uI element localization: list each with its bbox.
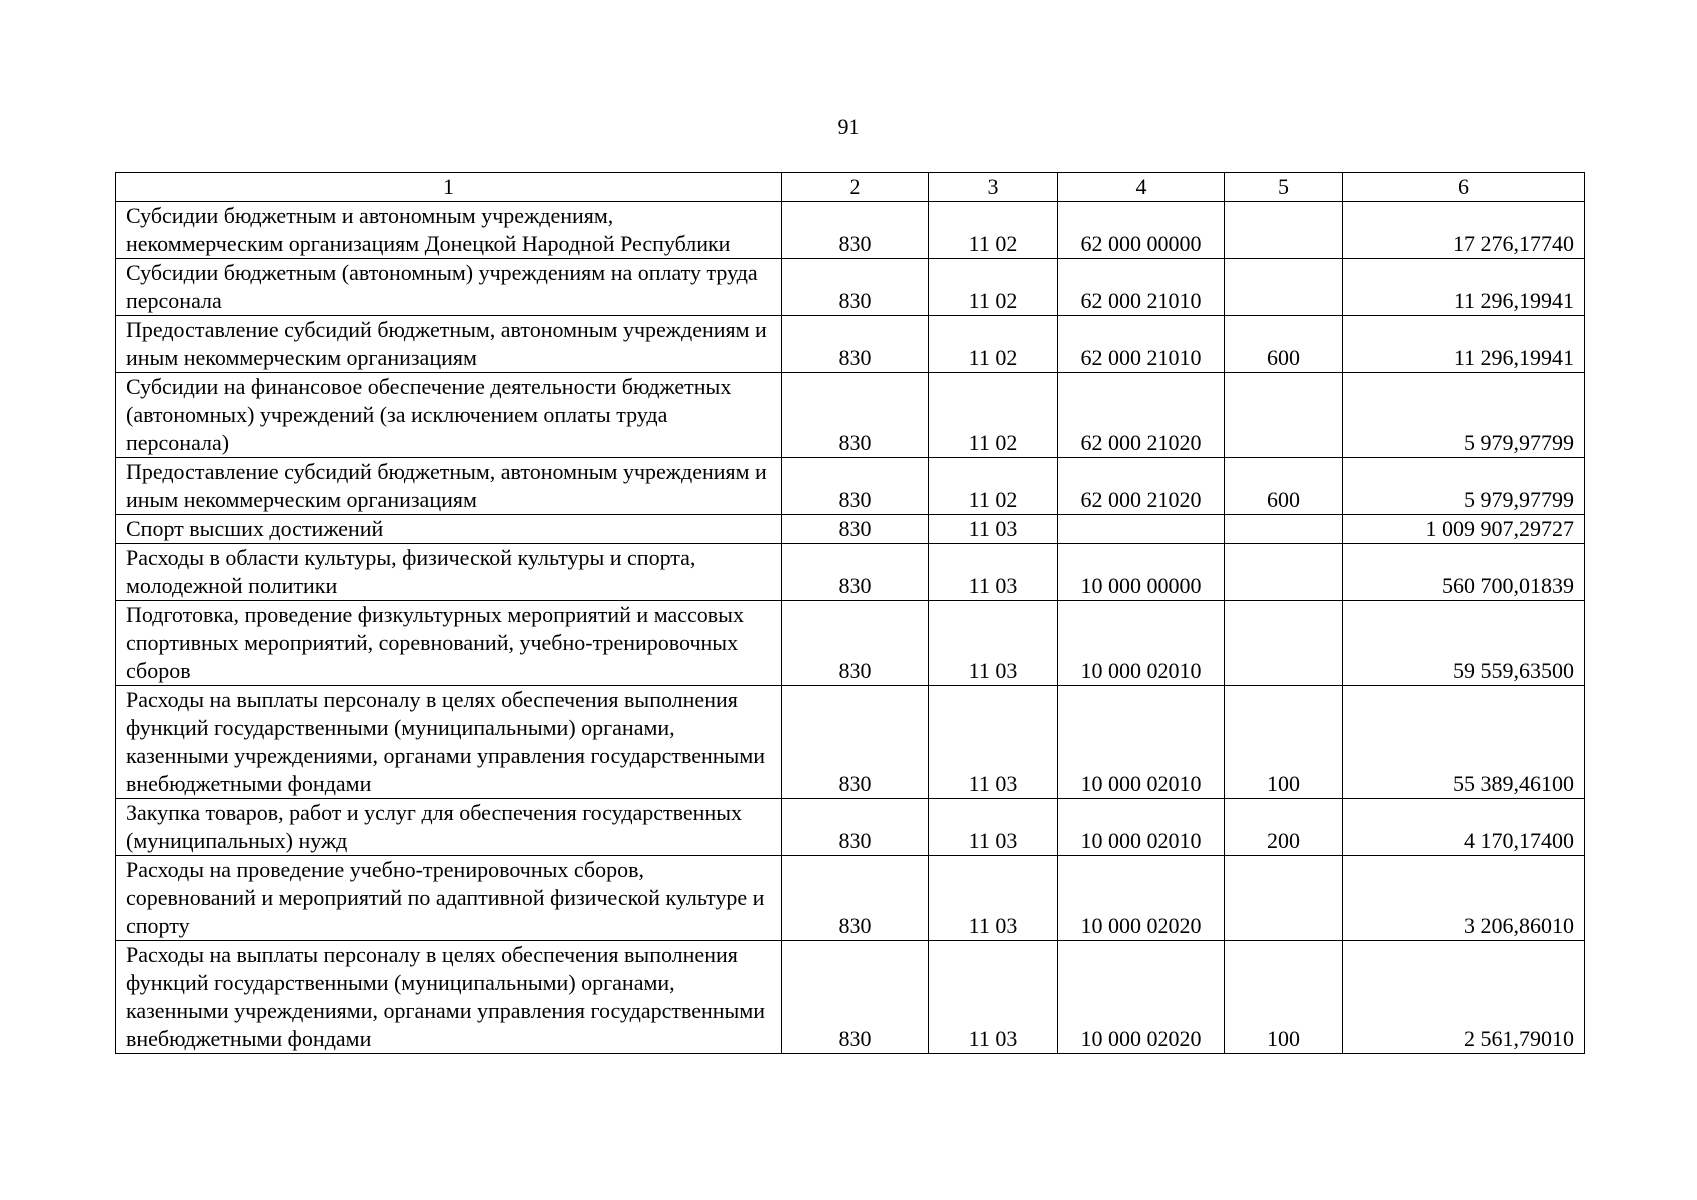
row-amount: 11 296,19941 [1343, 259, 1585, 316]
row-col-2: 830 [782, 941, 929, 1054]
table-row [116, 856, 1585, 941]
row-col-5 [1225, 202, 1343, 259]
row-col-3: 11 03 [929, 515, 1058, 544]
row-col-4: 62 000 00000 [1058, 202, 1225, 259]
page-number: 91 [837, 114, 860, 139]
row-col-3: 11 03 [929, 686, 1058, 799]
header-col-4: 4 [1058, 173, 1225, 202]
table-row [116, 202, 1585, 259]
row-amount: 4 170,17400 [1343, 799, 1585, 856]
header-col-2: 2 [782, 173, 929, 202]
row-amount: 560 700,01839 [1343, 544, 1585, 601]
row-col-4: 62 000 21020 [1058, 373, 1225, 458]
row-name: Предоставление субсидий бюджетным, автономным учреждениям и иным некоммерческим организациям [116, 316, 782, 373]
row-col-3: 11 02 [929, 373, 1058, 458]
row-col-3: 11 03 [929, 856, 1058, 941]
row-col-2: 830 [782, 601, 929, 686]
row-col-5 [1225, 373, 1343, 458]
row-col-2: 830 [782, 856, 929, 941]
row-col-3: 11 02 [929, 458, 1058, 515]
table-row [116, 373, 1585, 458]
table-header-row [116, 173, 1585, 202]
table-row [116, 316, 1585, 373]
row-name: Расходы на выплаты персоналу в целях обеспечения выполнения функций государственными (муниципальными) органами, казенными учреждениями, органами управления государственными внебюджетными фондами [116, 686, 782, 799]
header-col-6: 6 [1343, 173, 1585, 202]
row-amount: 5 979,97799 [1343, 458, 1585, 515]
row-col-2: 830 [782, 259, 929, 316]
row-col-2: 830 [782, 458, 929, 515]
row-col-4: 10 000 02010 [1058, 799, 1225, 856]
row-name: Закупка товаров, работ и услуг для обеспечения государственных (муниципальных) нужд [116, 799, 782, 856]
row-col-5: 600 [1225, 458, 1343, 515]
row-amount: 1 009 907,29727 [1343, 515, 1585, 544]
row-col-4: 10 000 02010 [1058, 601, 1225, 686]
row-amount: 11 296,19941 [1343, 316, 1585, 373]
header-col-5: 5 [1225, 173, 1343, 202]
header-col-1: 1 [116, 173, 782, 202]
row-name: Расходы на проведение учебно-тренировочных сборов, соревнований и мероприятий по адаптивной физической культуре и спорту [116, 856, 782, 941]
row-name: Расходы в области культуры, физической культуры и спорта, молодежной политики [116, 544, 782, 601]
row-col-5: 100 [1225, 941, 1343, 1054]
row-col-3: 11 03 [929, 601, 1058, 686]
table-row [116, 601, 1585, 686]
table-row [116, 941, 1585, 1054]
row-col-5: 200 [1225, 799, 1343, 856]
header-col-3: 3 [929, 173, 1058, 202]
row-amount: 2 561,79010 [1343, 941, 1585, 1054]
row-col-4: 62 000 21020 [1058, 458, 1225, 515]
table-row [116, 458, 1585, 515]
row-name: Спорт высших достижений [116, 515, 782, 544]
row-col-4: 10 000 00000 [1058, 544, 1225, 601]
row-col-3: 11 03 [929, 544, 1058, 601]
row-col-5 [1225, 515, 1343, 544]
row-name: Предоставление субсидий бюджетным, автономным учреждениям и иным некоммерческим организациям [116, 458, 782, 515]
row-name: Субсидии на финансовое обеспечение деятельности бюджетных (автономных) учреждений (за исключением оплаты труда персонала) [116, 373, 782, 458]
row-col-4: 62 000 21010 [1058, 316, 1225, 373]
table-row [116, 686, 1585, 799]
row-name: Субсидии бюджетным и автономным учреждениям, некоммерческим организациям Донецкой Народной Республики [116, 202, 782, 259]
row-col-3: 11 03 [929, 799, 1058, 856]
row-col-3: 11 02 [929, 316, 1058, 373]
row-col-3: 11 02 [929, 259, 1058, 316]
row-col-4: 62 000 21010 [1058, 259, 1225, 316]
row-col-5 [1225, 544, 1343, 601]
row-col-4: 10 000 02020 [1058, 856, 1225, 941]
row-col-2: 830 [782, 202, 929, 259]
row-col-3: 11 03 [929, 941, 1058, 1054]
row-col-2: 830 [782, 686, 929, 799]
row-amount: 17 276,17740 [1343, 202, 1585, 259]
row-col-4: 10 000 02010 [1058, 686, 1225, 799]
budget-table [115, 172, 1585, 1054]
row-col-5: 100 [1225, 686, 1343, 799]
row-col-3: 11 02 [929, 202, 1058, 259]
row-col-2: 830 [782, 316, 929, 373]
row-col-2: 830 [782, 515, 929, 544]
row-col-2: 830 [782, 799, 929, 856]
table-row [116, 515, 1585, 544]
row-name: Расходы на выплаты персоналу в целях обеспечения выполнения функций государственными (муниципальными) органами, казенными учреждениями, органами управления государственными внебюджетными фондами [116, 941, 782, 1054]
row-col-2: 830 [782, 544, 929, 601]
table-row [116, 544, 1585, 601]
row-col-5 [1225, 601, 1343, 686]
row-amount: 59 559,63500 [1343, 601, 1585, 686]
row-amount: 5 979,97799 [1343, 373, 1585, 458]
row-col-4: 10 000 02020 [1058, 941, 1225, 1054]
table-row [116, 799, 1585, 856]
row-col-5 [1225, 856, 1343, 941]
row-amount: 55 389,46100 [1343, 686, 1585, 799]
row-name: Подготовка, проведение физкультурных мероприятий и массовых спортивных мероприятий, соревнований, учебно-тренировочных сборов [116, 601, 782, 686]
row-col-4 [1058, 515, 1225, 544]
row-col-5 [1225, 259, 1343, 316]
row-col-5: 600 [1225, 316, 1343, 373]
row-amount: 3 206,86010 [1343, 856, 1585, 941]
row-name: Субсидии бюджетным (автономным) учреждениям на оплату труда персонала [116, 259, 782, 316]
table-row [116, 259, 1585, 316]
row-col-2: 830 [782, 373, 929, 458]
